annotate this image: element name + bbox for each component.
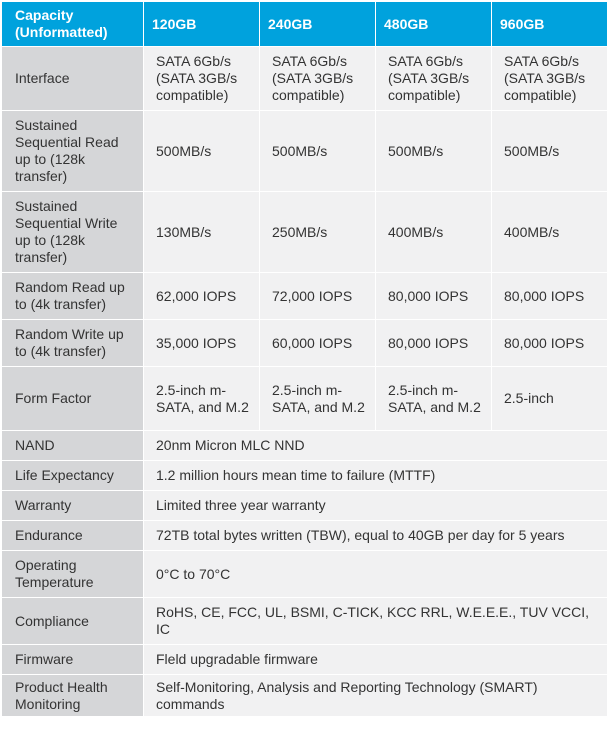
table-cell: Limited three year warranty	[144, 491, 608, 521]
table-cell: 80,000 IOPS	[376, 320, 492, 367]
row-label: Random Write up to (4k transfer)	[2, 320, 144, 367]
row-label: Interface	[2, 47, 144, 111]
spec-table	[1, 1, 608, 717]
table-cell: 1.2 million hours mean time to failure (MTTF)	[144, 461, 608, 491]
row-label: Form Factor	[2, 367, 144, 431]
table-cell: 20nm Micron MLC NND	[144, 431, 608, 461]
table-cell: 2.5-inch m-SATA, and M.2	[144, 367, 260, 431]
row-label: Compliance	[2, 598, 144, 645]
table-cell: 72,000 IOPS	[260, 273, 376, 320]
table-cell: 2.5-inch m-SATA, and M.2	[376, 367, 492, 431]
header-row	[2, 2, 608, 47]
table-cell: 400MB/s	[376, 192, 492, 273]
table-row	[2, 521, 608, 551]
table-row	[2, 192, 608, 273]
table-cell: SATA 6Gb/s (SATA 3GB/s compatible)	[492, 47, 608, 111]
header-240gb: 240GB	[260, 2, 376, 47]
table-row	[2, 551, 608, 598]
row-label: Life Expectancy	[2, 461, 144, 491]
row-label: Warranty	[2, 491, 144, 521]
header-480gb: 480GB	[376, 2, 492, 47]
table-row	[2, 431, 608, 461]
table-cell: 80,000 IOPS	[492, 273, 608, 320]
table-cell: 60,000 IOPS	[260, 320, 376, 367]
table-cell: Fleld upgradable firmware	[144, 645, 608, 675]
table-cell: RoHS, CE, FCC, UL, BSMI, C-TICK, KCC RRL, W.E.E.E., TUV VCCI, IC	[144, 598, 608, 645]
table-cell: Self-Monitoring, Analysis and Reporting Technology (SMART) commands	[144, 675, 608, 717]
table-row	[2, 273, 608, 320]
table-cell: 62,000 IOPS	[144, 273, 260, 320]
table-row	[2, 675, 608, 717]
table-cell: 250MB/s	[260, 192, 376, 273]
table-row	[2, 111, 608, 192]
row-label: Sustained Sequential Write up to (128k transfer)	[2, 192, 144, 273]
table-cell: 500MB/s	[260, 111, 376, 192]
table-cell: 500MB/s	[376, 111, 492, 192]
table-cell: SATA 6Gb/s (SATA 3GB/s compatible)	[260, 47, 376, 111]
table-cell: 35,000 IOPS	[144, 320, 260, 367]
table-row	[2, 491, 608, 521]
row-label: Random Read up to (4k transfer)	[2, 273, 144, 320]
header-960gb: 960GB	[492, 2, 608, 47]
header-120gb: 120GB	[144, 2, 260, 47]
table-cell: 500MB/s	[144, 111, 260, 192]
row-label: Endurance	[2, 521, 144, 551]
table-row	[2, 461, 608, 491]
table-cell: 500MB/s	[492, 111, 608, 192]
row-label: Sustained Sequential Read up to (128k transfer)	[2, 111, 144, 192]
table-cell: 2.5-inch m-SATA, and M.2	[260, 367, 376, 431]
table-row	[2, 598, 608, 645]
table-cell: 0°C to 70°C	[144, 551, 608, 598]
table-cell: SATA 6Gb/s (SATA 3GB/s compatible)	[376, 47, 492, 111]
table-cell: 72TB total bytes written (TBW), equal to 40GB per day for 5 years	[144, 521, 608, 551]
row-label: NAND	[2, 431, 144, 461]
table-row	[2, 320, 608, 367]
table-row	[2, 645, 608, 675]
table-cell: 130MB/s	[144, 192, 260, 273]
table-cell: 400MB/s	[492, 192, 608, 273]
table-row	[2, 47, 608, 111]
row-label: Product Health Monitoring	[2, 675, 144, 717]
row-label: Firmware	[2, 645, 144, 675]
table-cell: 80,000 IOPS	[376, 273, 492, 320]
table-cell: SATA 6Gb/s (SATA 3GB/s compatible)	[144, 47, 260, 111]
header-capacity: Capacity (Unformatted)	[2, 2, 144, 47]
table-cell: 2.5-inch	[492, 367, 608, 431]
table-row	[2, 367, 608, 431]
table-cell: 80,000 IOPS	[492, 320, 608, 367]
row-label: Operating Temperature	[2, 551, 144, 598]
